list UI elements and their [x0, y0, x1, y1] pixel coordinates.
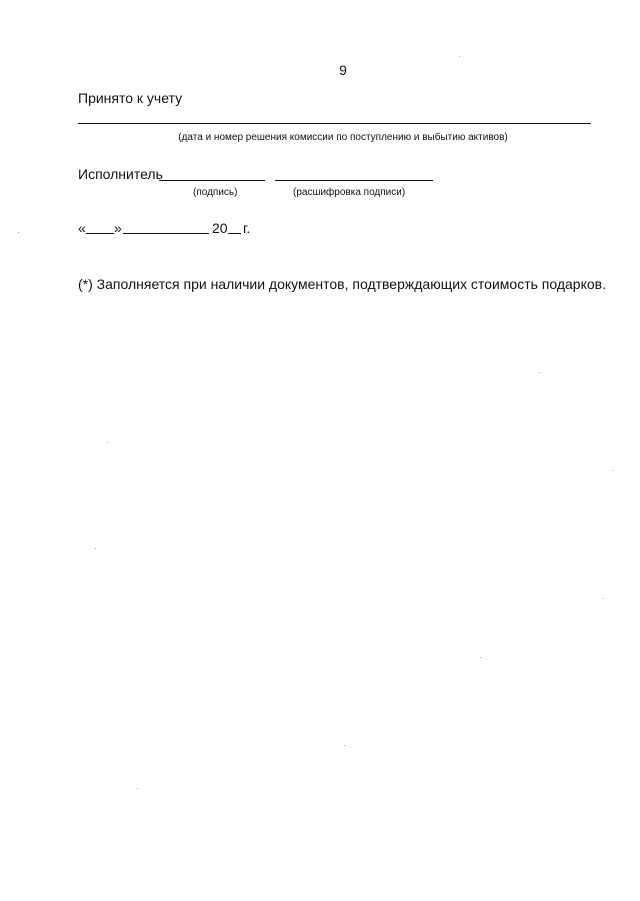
- scan-speck: [95, 548, 96, 549]
- signature-decoding-line: [275, 180, 433, 181]
- month-line: [123, 233, 209, 234]
- page-number: 9: [339, 62, 347, 78]
- scan-speck: [603, 598, 604, 599]
- year-prefix: 20: [212, 220, 228, 236]
- signature-caption: (подпись): [193, 187, 238, 198]
- signature-line: [159, 180, 265, 181]
- scan-speck: [137, 788, 138, 789]
- scan-speck: [107, 442, 108, 443]
- day-line: [86, 233, 114, 234]
- signature-decoding-caption: (расшифровка подписи): [293, 187, 406, 198]
- scan-speck: [18, 232, 19, 233]
- footnote: (*) Заполняется при наличии документов, подтверждающих стоимость подарков.: [78, 276, 606, 292]
- scan-speck: [612, 470, 613, 471]
- scan-speck: [459, 56, 460, 57]
- commission-decision-caption: (дата и номер решения комиссии по поступлению и выбытию активов): [178, 132, 508, 143]
- commission-decision-line: [78, 123, 591, 124]
- scan-speck: [344, 745, 345, 746]
- executor-label: Исполнитель: [78, 166, 163, 182]
- accepted-for-accounting-label: Принято к учету: [78, 90, 183, 106]
- scan-speck: [539, 372, 540, 373]
- scan-speck: [480, 657, 481, 658]
- year-suffix: г.: [243, 220, 251, 236]
- date-close-quote: »: [114, 220, 122, 236]
- date-open-quote: «: [78, 220, 86, 236]
- year-line: [228, 233, 241, 234]
